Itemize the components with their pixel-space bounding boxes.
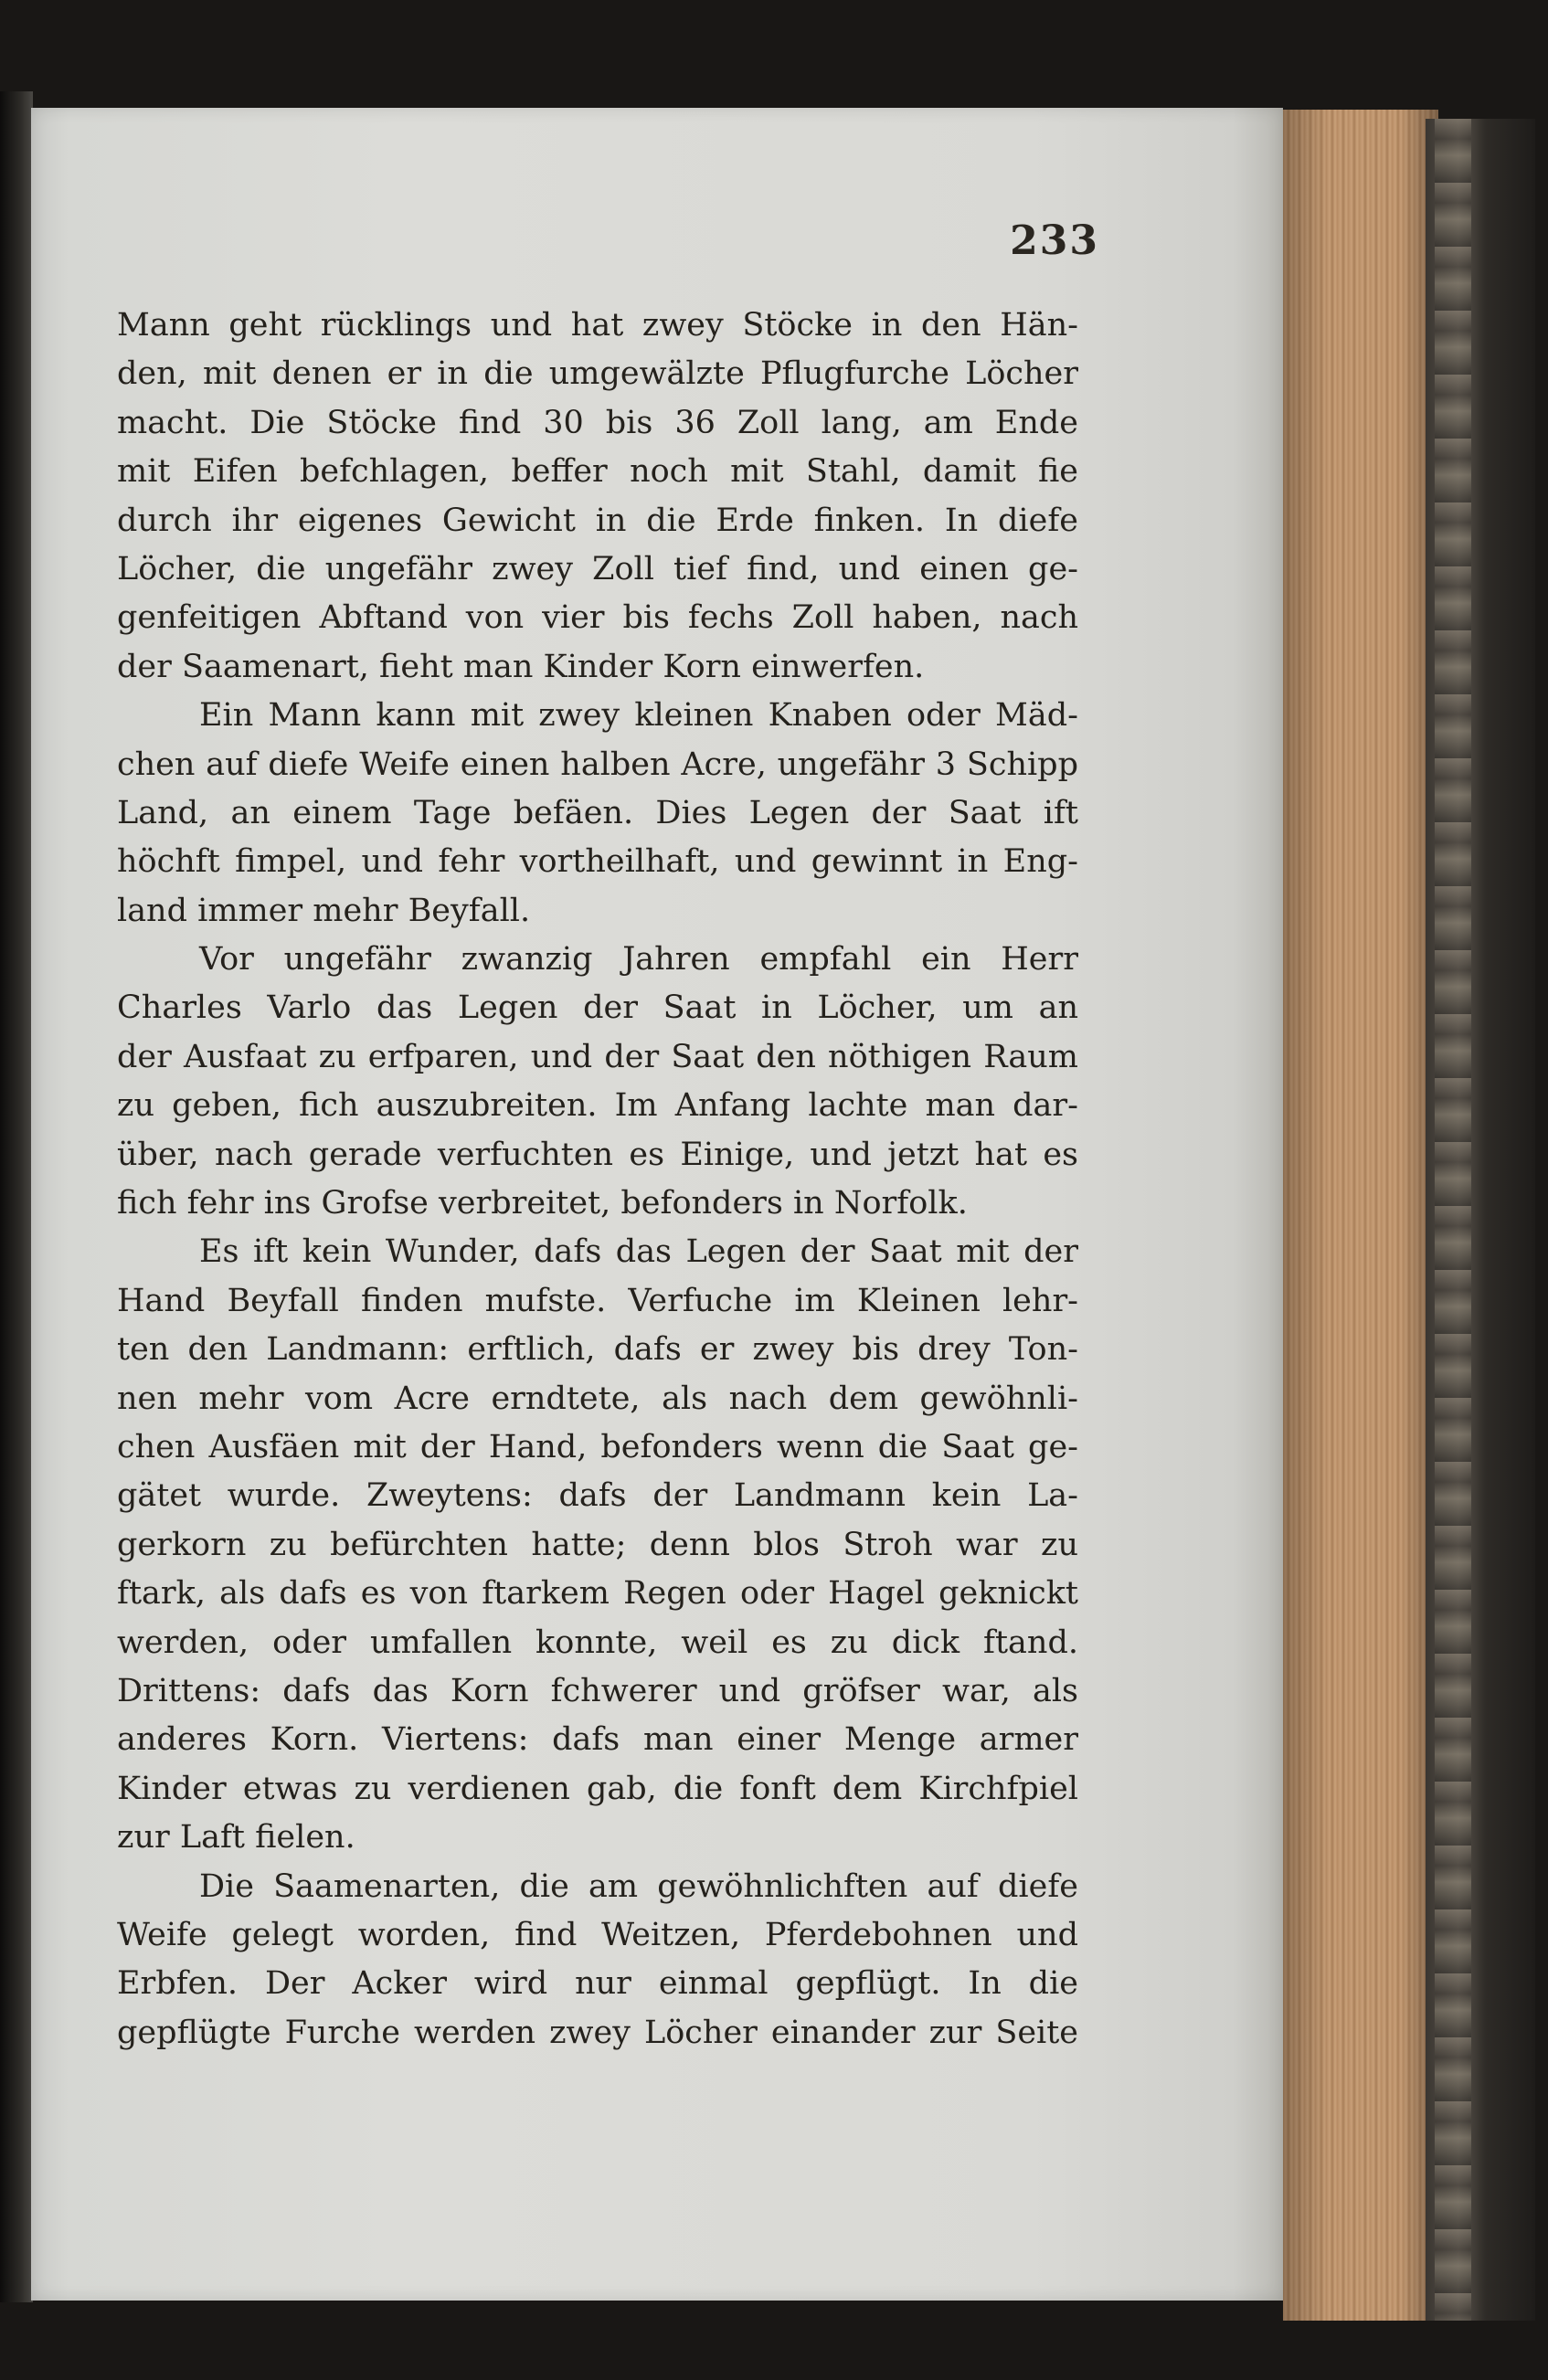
text-line: fich fehr ins Grofse verbreitet, befonders in Norfolk. (117, 1185, 968, 1222)
text-line: nen mehr vom Acre erndtete, als nach dem gewöhnli- (117, 1380, 1078, 1417)
text-line: über, nach gerade verfuchten es Einige, und jetzt hat es (117, 1136, 1078, 1173)
paragraph (117, 936, 1078, 1228)
text-line: der Ausfaat zu erfparen, und der Saat den nöthigen Raum (117, 1038, 1078, 1075)
paragraph (117, 1863, 1078, 2058)
text-line: Weife gelegt worden, find Weitzen, Pferdebohnen und (117, 1916, 1078, 1953)
text-line: Land, an einem Tage befäen. Dies Legen der Saat ift (117, 794, 1078, 831)
text-line: zu geben, fich auszubreiten. Im Anfang lachte man dar- (117, 1087, 1078, 1125)
text-line: Mann geht rücklings und hat zwey Stöcke in den Hän- (117, 307, 1078, 344)
text-line: chen Ausfäen mit der Hand, befonders wenn die Saat ge- (117, 1428, 1078, 1465)
paragraph (117, 692, 1078, 936)
text-line: chen auf diefe Weife einen halben Acre, ungefähr 3 Schipp (117, 746, 1078, 783)
paragraph (117, 301, 1078, 692)
text-line: gerkorn zu befürchten hatte; denn blos Stroh war zu (117, 1526, 1078, 1563)
text-line: anderes Korn. Viertens: dafs man einer Menge armer (117, 1721, 1078, 1759)
text-line: Drittens: dafs das Korn fchwerer und gröfser war, als (117, 1672, 1078, 1709)
text-line: land immer mehr Beyfall. (117, 892, 531, 929)
text-line: ftark, als dafs es von ftarkem Regen oder Hagel geknickt (117, 1575, 1078, 1613)
text-line: durch ihr eigenes Gewicht in die Erde finken. In diefe (117, 502, 1078, 539)
text-line: Es ift kein Wunder, dafs das Legen der Saat mit der (199, 1233, 1078, 1271)
book-cover-right-edge (1426, 119, 1535, 2321)
text-line: zur Laft fielen. (117, 1819, 355, 1856)
text-line: Erbfen. Der Acker wird nur einmal gepflügt. In die (117, 1965, 1078, 2003)
text-line: gätet wurde. Zweytens: dafs der Landmann kein La- (117, 1477, 1078, 1515)
text-line: den, mit denen er in die umgewälzte Pflugfurche Löcher (117, 355, 1078, 393)
fore-edge-shadow (1283, 110, 1438, 2321)
book-cover-left-edge (0, 91, 33, 2302)
text-line: mit Eifen befchlagen, beffer noch mit Stahl, damit fie (117, 453, 1078, 491)
text-line: Kinder etwas zu verdienen gab, die fonft dem Kirchfpiel (117, 1770, 1078, 1807)
text-line: Löcher, die ungefähr zwey Zoll tief find, und einen ge- (117, 550, 1078, 587)
text-line: ten den Landmann: erftlich, dafs er zwey bis drey Ton- (117, 1331, 1078, 1369)
text-line: Charles Varlo das Legen der Saat in Löcher, um an (117, 989, 1078, 1027)
text-line: macht. Die Stöcke find 30 bis 36 Zoll lang, am Ende (117, 404, 1078, 441)
text-line: Hand Beyfall finden mufste. Verfuche im Kleinen lehr- (117, 1282, 1078, 1319)
paragraph (117, 1228, 1078, 1862)
text-line: gepflügte Furche werden zwey Löcher einander zur Seite (117, 2014, 1078, 2051)
text-line: höchft fimpel, und fehr vortheilhaft, und gewinnt in Eng- (117, 843, 1078, 881)
text-line: Vor ungefähr zwanzig Jahren empfahl ein Herr (199, 941, 1078, 978)
page-number: 233 (1010, 217, 1099, 264)
text-line: Die Saamenarten, die am gewöhnlichften auf diefe (199, 1867, 1078, 1905)
text-line: der Saamenart, fieht man Kinder Korn einwerfen. (117, 648, 925, 685)
text-line: Ein Mann kann mit zwey kleinen Knaben oder Mäd- (199, 697, 1078, 735)
body-text (117, 301, 1078, 2057)
text-line: werden, oder umfallen konnte, weil es zu dick ftand. (117, 1624, 1078, 1661)
text-line: genfeitigen Abftand von vier bis fechs Zoll haben, nach (117, 599, 1078, 637)
